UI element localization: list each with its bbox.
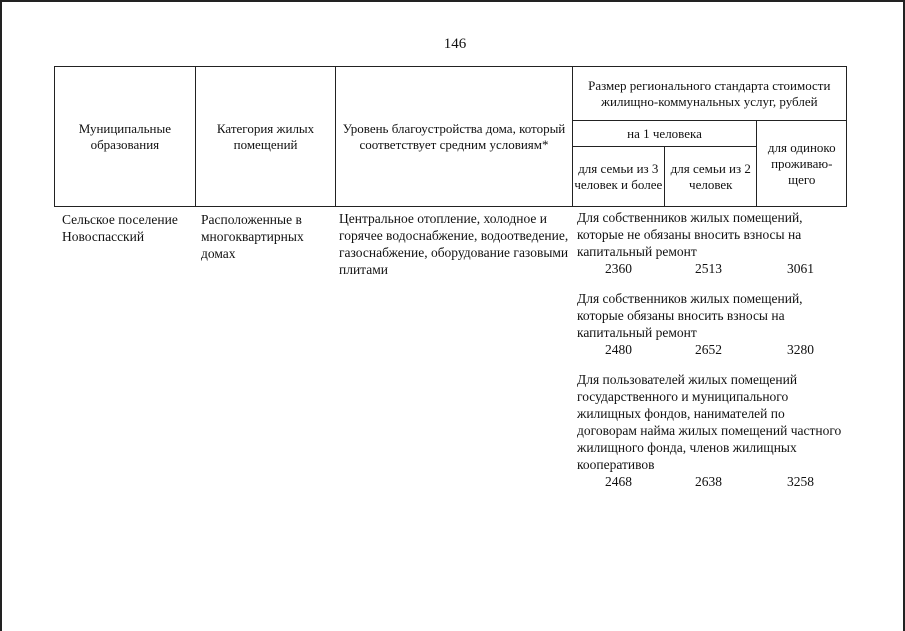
table-header <box>54 66 847 207</box>
header-size-group: Размер регионального стандарта стоимости жилищно-коммунальных услуг, рублей <box>572 67 846 121</box>
value-family2: 2513 <box>695 261 722 276</box>
group-label: Для собственников жилых помещений, которые не обязаны вносить взносы на капитальный ремонт <box>577 210 803 259</box>
group-values <box>577 473 845 490</box>
group-values <box>577 260 845 277</box>
group-label: Для пользователей жилых помещений государственного и муниципального жилищных фондов, нанимателей по договорам найма жилых помещений частного жилищного фонда, членов жилищных кооперативов <box>577 372 842 472</box>
group-capital-repair <box>577 290 845 358</box>
row-category: Расположенные в многоквартирных домах <box>201 212 304 261</box>
header-level: Уровень благоустройства дома, который соответствует средним условиям* <box>336 67 572 207</box>
header-family2: для семьи из 2 человек <box>665 147 757 207</box>
header-family3: для семьи из 3 человек и более <box>572 147 664 207</box>
row-municipality: Сельское поселение Новоспасский <box>62 212 178 244</box>
value-family3: 2360 <box>605 261 632 276</box>
row-level: Центральное отопление, холодное и горячее водоснабжение, водоотведение, газоснабжение, оборудование газовыми плитами <box>339 211 569 277</box>
group-tenants <box>577 371 845 490</box>
value-single: 3280 <box>787 342 814 357</box>
header-single: для одиноко проживаю-щего <box>757 121 847 207</box>
scan-edge-left <box>0 0 2 631</box>
header-category: Категория жилых помещений <box>195 67 336 207</box>
group-label: Для собственников жилых помещений, которые обязаны вносить взносы на капитальный ремонт <box>577 291 803 340</box>
page-number: 146 <box>443 36 467 52</box>
header-municipality: Муниципальные образования <box>55 67 196 207</box>
value-family2: 2652 <box>695 342 722 357</box>
value-family3: 2468 <box>605 474 632 489</box>
header-per-person: на 1 человека <box>572 121 757 147</box>
group-no-capital-repair <box>577 209 845 277</box>
value-family2: 2638 <box>695 474 722 489</box>
value-single: 3258 <box>787 474 814 489</box>
group-values <box>577 341 845 358</box>
value-family3: 2480 <box>605 342 632 357</box>
value-single: 3061 <box>787 261 814 276</box>
scan-edge-top <box>0 0 905 2</box>
